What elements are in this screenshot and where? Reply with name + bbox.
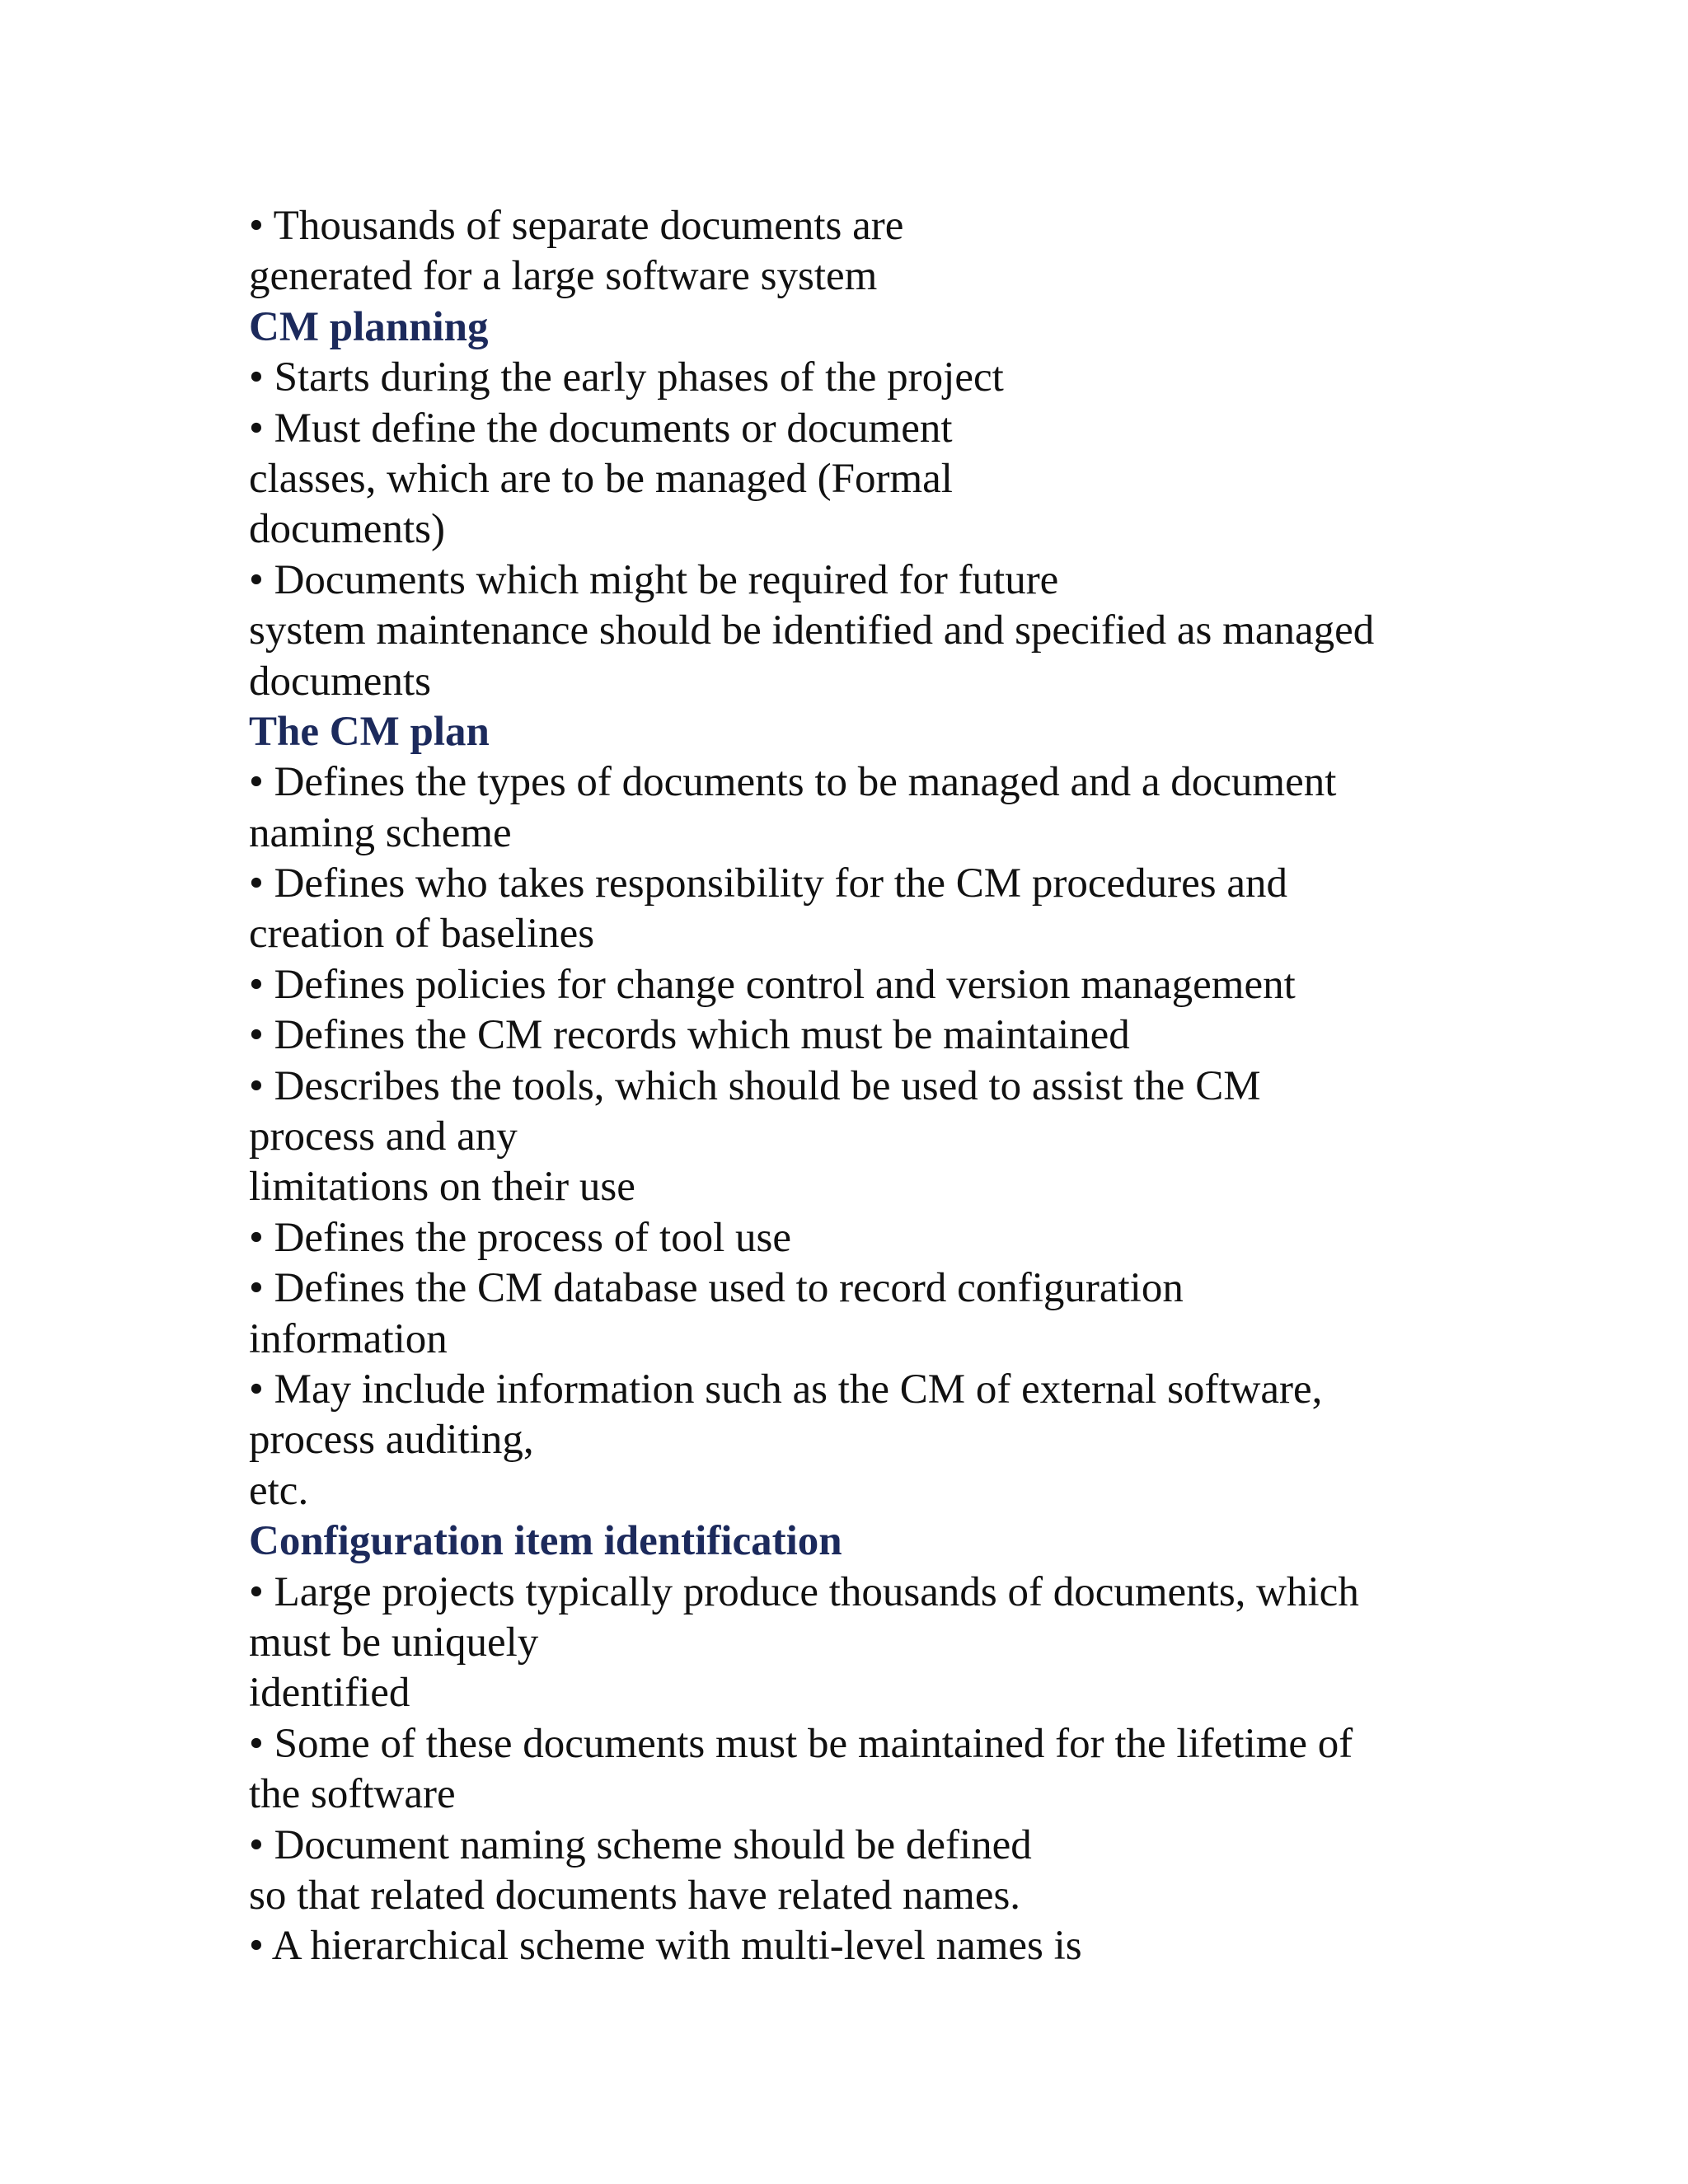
text-line: • Document naming scheme should be defined <box>249 1821 1032 1868</box>
text-line: information <box>249 1315 448 1362</box>
text-line: process and any <box>249 1113 518 1160</box>
text-line: system maintenance should be identified and specified as managed <box>249 607 1375 654</box>
text-line: • Defines the process of tool use <box>249 1214 792 1261</box>
text-line: identified <box>249 1670 410 1717</box>
text-line: • A hierarchical scheme with multi-level names is <box>249 1923 1082 1970</box>
text-line: • May include information such as the CM of external software, <box>249 1366 1323 1413</box>
text-line: • Defines policies for change control and version management <box>249 961 1296 1008</box>
text-line: • Defines who takes responsibility for the CM procedures and <box>249 860 1287 907</box>
text-line: • Must define the documents or document <box>249 405 953 452</box>
text-line: • Defines the CM records which must be maintained <box>249 1012 1130 1059</box>
text-line: classes, which are to be managed (Formal <box>249 455 953 502</box>
document-page <box>249 201 1452 1972</box>
text-line: process auditing, <box>249 1417 534 1464</box>
text-line: • Defines the types of documents to be managed and a document <box>249 759 1337 806</box>
text-line: so that related documents have related names. <box>249 1872 1021 1919</box>
text-line: the software <box>249 1771 456 1818</box>
text-line: generated for a large software system <box>249 253 878 300</box>
text-line: naming scheme <box>249 809 512 856</box>
text-line: documents <box>249 658 431 705</box>
text-line: creation of baselines <box>249 911 595 958</box>
text-line: • Defines the CM database used to record configuration <box>249 1265 1184 1312</box>
section-heading: Configuration item identification <box>249 1518 842 1565</box>
text-line: documents) <box>249 506 445 553</box>
text-line: etc. <box>249 1467 309 1514</box>
section-heading: The CM plan <box>249 708 490 755</box>
text-line: limitations on their use <box>249 1164 635 1211</box>
text-line: must be uniquely <box>249 1619 539 1666</box>
section-heading: CM planning <box>249 303 489 350</box>
text-line: • Documents which might be required for future <box>249 556 1059 603</box>
text-line: • Starts during the early phases of the project <box>249 354 1004 401</box>
text-line: • Large projects typically produce thousands of documents, which <box>249 1568 1359 1615</box>
text-line: • Describes the tools, which should be used to assist the CM <box>249 1062 1261 1109</box>
text-line: • Some of these documents must be maintained for the lifetime of <box>249 1720 1353 1767</box>
text-line: • Thousands of separate documents are <box>249 203 904 249</box>
